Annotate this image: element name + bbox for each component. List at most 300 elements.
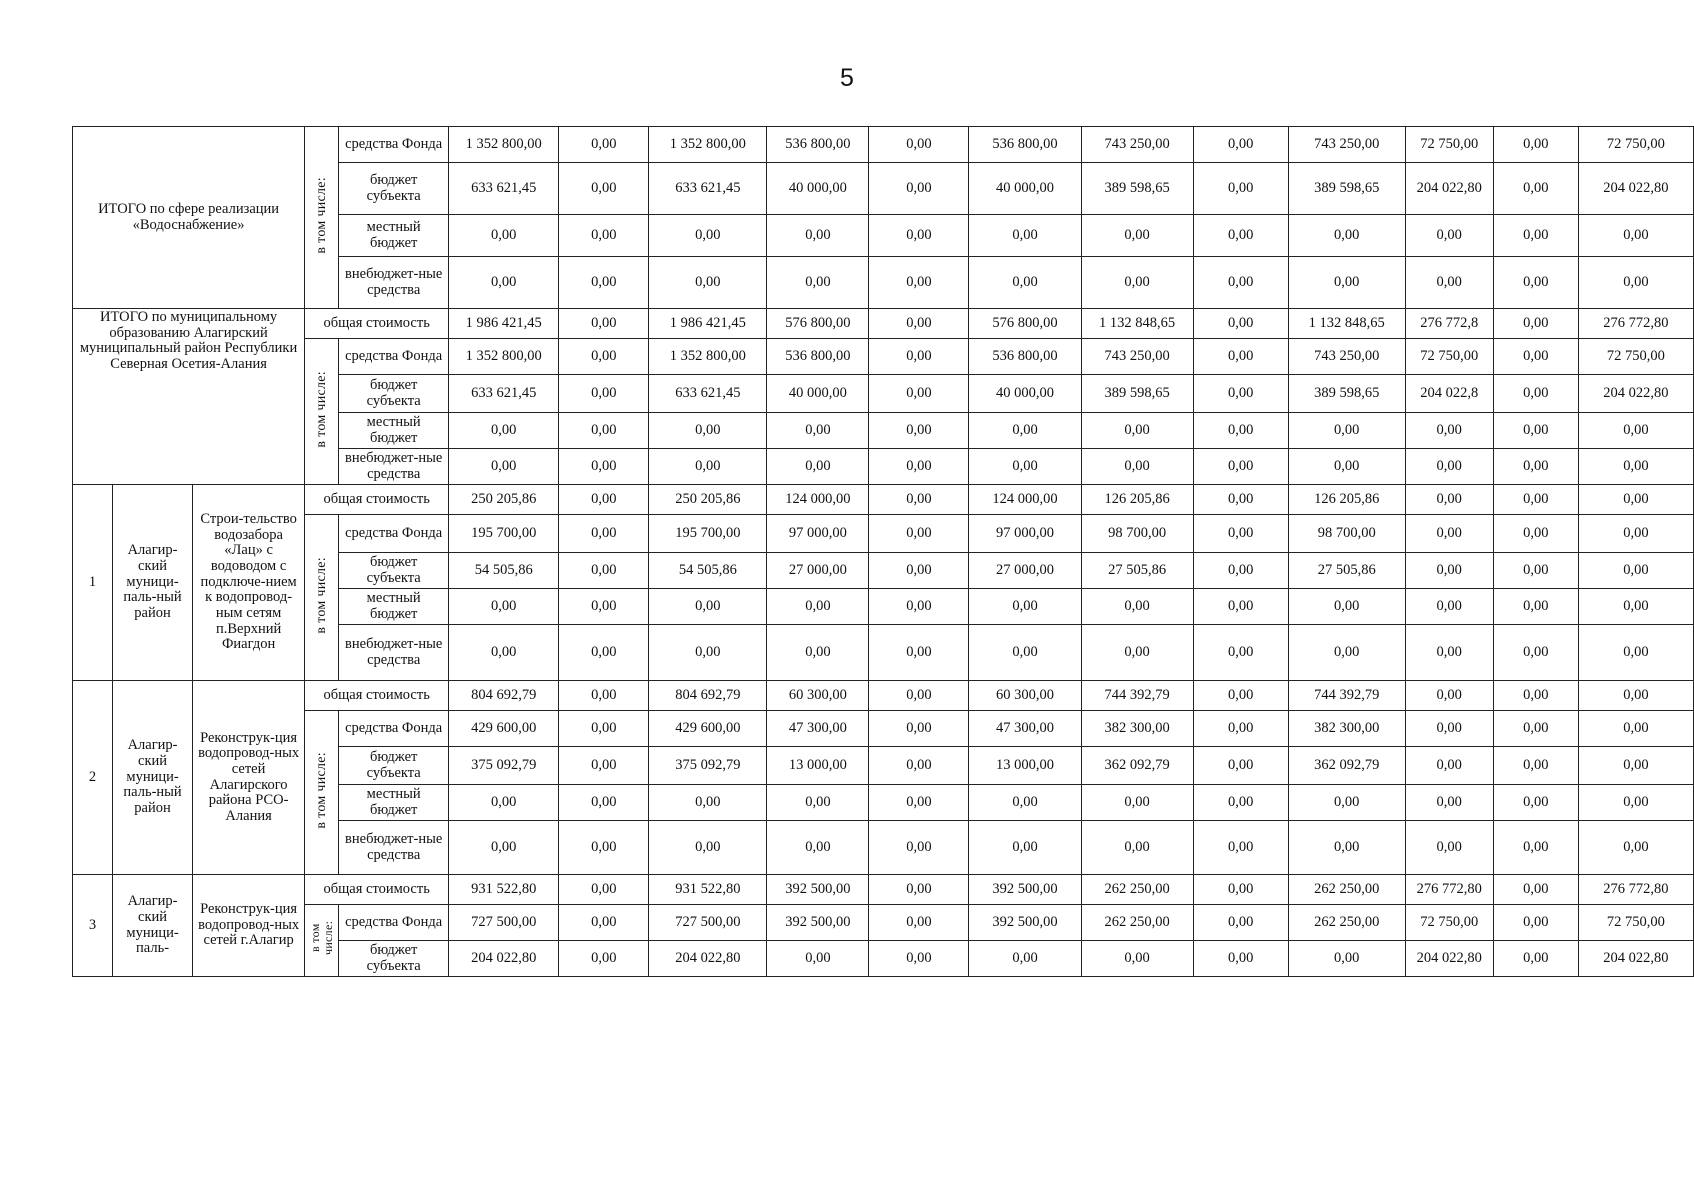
value-cell: 0,00 [1193,127,1288,163]
value-cell: 392 500,00 [767,875,869,905]
value-cell: 40 000,00 [767,375,869,413]
value-cell: 262 250,00 [1081,875,1193,905]
funding-source-label: бюджет субъекта [339,747,449,785]
value-cell: 0,00 [1405,485,1493,515]
table-row [73,875,1694,905]
value-cell: 0,00 [969,625,1081,681]
financing-table [72,126,1694,977]
value-cell: 0,00 [559,485,649,515]
value-cell: 0,00 [1081,257,1193,309]
value-cell: 0,00 [1493,589,1578,625]
value-cell: 204 022,80 [649,941,767,977]
block-title: ИТОГО по сфере реализации «Водоснабжение» [73,127,305,309]
vertical-text: в том числе: [314,176,330,254]
funding-source-label: бюджет субъекта [339,163,449,215]
value-cell: 47 300,00 [969,711,1081,747]
vertical-text: в том числе: [314,751,330,829]
value-cell: 576 800,00 [767,309,869,339]
value-cell: 389 598,65 [1081,163,1193,215]
value-cell: 362 092,79 [1081,747,1193,785]
value-cell: 0,00 [449,589,559,625]
value-cell: 0,00 [1081,413,1193,449]
value-cell: 0,00 [559,625,649,681]
value-cell: 97 000,00 [969,515,1081,553]
value-cell: 0,00 [559,711,649,747]
value-cell: 54 505,86 [449,553,559,589]
value-cell: 0,00 [767,941,869,977]
value-cell: 375 092,79 [449,747,559,785]
value-cell: 0,00 [1288,215,1405,257]
value-cell: 0,00 [1405,625,1493,681]
value-cell: 1 986 421,45 [449,309,559,339]
value-cell: 0,00 [767,625,869,681]
value-cell: 0,00 [1193,681,1288,711]
value-cell: 0,00 [1578,625,1693,681]
value-cell: 0,00 [1493,711,1578,747]
value-cell: 0,00 [1288,413,1405,449]
value-cell: 195 700,00 [449,515,559,553]
value-cell: 47 300,00 [767,711,869,747]
value-cell: 0,00 [1493,553,1578,589]
value-cell: 0,00 [1405,449,1493,485]
value-cell: 0,00 [1193,309,1288,339]
value-cell: 250 205,86 [449,485,559,515]
table-row [73,681,1694,711]
value-cell: 204 022,8 [1405,375,1493,413]
value-cell: 0,00 [969,785,1081,821]
value-cell: 0,00 [1493,625,1578,681]
value-cell: 0,00 [1193,821,1288,875]
value-cell: 0,00 [559,339,649,375]
value-cell: 576 800,00 [969,309,1081,339]
value-cell: 0,00 [1493,309,1578,339]
value-cell: 0,00 [869,515,969,553]
value-cell: 72 750,00 [1405,905,1493,941]
funding-source-label: бюджет субъекта [339,941,449,977]
value-cell: 382 300,00 [1081,711,1193,747]
value-cell: 0,00 [767,449,869,485]
value-cell: 27 505,86 [1288,553,1405,589]
value-cell: 743 250,00 [1288,127,1405,163]
value-cell: 931 522,80 [449,875,559,905]
district-name: Алагир-ский муници-паль-ный район [113,485,193,681]
value-cell: 0,00 [559,821,649,875]
value-cell: 389 598,65 [1081,375,1193,413]
funding-source-label: средства Фонда [339,339,449,375]
value-cell: 0,00 [559,309,649,339]
value-cell: 276 772,80 [1578,875,1693,905]
value-cell: 0,00 [1288,821,1405,875]
value-cell: 0,00 [1578,257,1693,309]
value-cell: 743 250,00 [1081,127,1193,163]
value-cell: 0,00 [1193,339,1288,375]
value-cell: 0,00 [1578,449,1693,485]
value-cell: 389 598,65 [1288,163,1405,215]
value-cell: 126 205,86 [1288,485,1405,515]
value-cell: 204 022,80 [1578,941,1693,977]
value-cell: 0,00 [649,625,767,681]
value-cell: 0,00 [869,553,969,589]
value-cell: 0,00 [1578,589,1693,625]
value-cell: 0,00 [1493,905,1578,941]
value-cell: 0,00 [649,215,767,257]
value-cell: 0,00 [869,941,969,977]
in-total-vertical-label [305,127,339,309]
value-cell: 0,00 [1193,449,1288,485]
value-cell: 0,00 [969,413,1081,449]
value-cell: 0,00 [1578,485,1693,515]
value-cell: 262 250,00 [1288,905,1405,941]
value-cell: 0,00 [1493,413,1578,449]
value-cell: 0,00 [1405,821,1493,875]
value-cell: 1 352 800,00 [649,339,767,375]
table-row [73,905,1694,941]
value-cell: 13 000,00 [767,747,869,785]
value-cell: 382 300,00 [1288,711,1405,747]
value-cell: 0,00 [1578,821,1693,875]
value-cell: 0,00 [969,215,1081,257]
value-cell: 0,00 [869,413,969,449]
value-cell: 72 750,00 [1578,127,1693,163]
value-cell: 0,00 [559,875,649,905]
value-cell: 0,00 [1578,553,1693,589]
value-cell: 0,00 [869,785,969,821]
value-cell: 0,00 [1081,589,1193,625]
value-cell: 0,00 [559,127,649,163]
value-cell: 429 600,00 [649,711,767,747]
value-cell: 0,00 [1493,449,1578,485]
value-cell: 804 692,79 [449,681,559,711]
value-cell: 0,00 [969,941,1081,977]
value-cell: 72 750,00 [1578,339,1693,375]
value-cell: 0,00 [1493,747,1578,785]
value-cell: 0,00 [1081,785,1193,821]
in-total-vertical-label [305,905,339,977]
value-cell: 0,00 [1493,485,1578,515]
value-cell: 0,00 [1493,785,1578,821]
value-cell: 0,00 [1081,449,1193,485]
value-cell: 0,00 [1578,413,1693,449]
value-cell: 0,00 [869,339,969,375]
funding-source-label: местный бюджет [339,215,449,257]
value-cell: 0,00 [1405,589,1493,625]
funding-source-label: внебюджет-ные средства [339,625,449,681]
value-cell: 0,00 [1081,941,1193,977]
value-cell: 389 598,65 [1288,375,1405,413]
value-cell: 0,00 [559,589,649,625]
value-cell: 195 700,00 [649,515,767,553]
block-title: ИТОГО по муниципальному образованию Алагирский муниципальный район Республики Северная Осетия-Алания [73,309,305,485]
value-cell: 0,00 [1081,215,1193,257]
value-cell: 0,00 [869,485,969,515]
value-cell: 0,00 [1405,785,1493,821]
value-cell: 0,00 [1081,821,1193,875]
value-cell: 0,00 [1405,711,1493,747]
value-cell: 0,00 [869,309,969,339]
value-cell: 40 000,00 [969,375,1081,413]
value-cell: 0,00 [1493,375,1578,413]
value-cell: 0,00 [559,163,649,215]
value-cell: 0,00 [869,711,969,747]
object-number: 3 [73,875,113,977]
value-cell: 0,00 [1493,821,1578,875]
value-cell: 124 000,00 [767,485,869,515]
value-cell: 0,00 [1578,681,1693,711]
vertical-text: в том числе: [307,921,335,956]
value-cell: 0,00 [559,449,649,485]
value-cell: 0,00 [649,589,767,625]
value-cell: 0,00 [1288,589,1405,625]
value-cell: 0,00 [1405,215,1493,257]
funding-source-label: местный бюджет [339,589,449,625]
value-cell: 744 392,79 [1288,681,1405,711]
value-cell: 0,00 [1193,589,1288,625]
value-cell: 0,00 [1193,785,1288,821]
value-cell: 0,00 [1493,163,1578,215]
value-cell: 536 800,00 [767,339,869,375]
object-name: Реконструк-ция водопровод-ных сетей г.Алагир [193,875,305,977]
value-cell: 536 800,00 [969,339,1081,375]
value-cell: 633 621,45 [649,375,767,413]
value-cell: 0,00 [869,747,969,785]
value-cell: 362 092,79 [1288,747,1405,785]
in-total-vertical-label [305,515,339,681]
value-cell: 727 500,00 [449,905,559,941]
value-cell: 0,00 [1493,215,1578,257]
value-cell: 633 621,45 [449,375,559,413]
value-cell: 0,00 [649,449,767,485]
value-cell: 0,00 [1493,257,1578,309]
value-cell: 27 000,00 [969,553,1081,589]
general-cost-label: общая стоимость [305,681,449,711]
value-cell: 0,00 [869,681,969,711]
value-cell: 0,00 [559,553,649,589]
value-cell: 126 205,86 [1081,485,1193,515]
value-cell: 0,00 [1193,941,1288,977]
value-cell: 0,00 [449,413,559,449]
value-cell: 0,00 [449,257,559,309]
value-cell: 392 500,00 [767,905,869,941]
value-cell: 0,00 [449,625,559,681]
funding-source-label: местный бюджет [339,413,449,449]
value-cell: 0,00 [559,257,649,309]
value-cell: 72 750,00 [1405,127,1493,163]
value-cell: 204 022,80 [1578,375,1693,413]
value-cell: 124 000,00 [969,485,1081,515]
table-row [73,485,1694,515]
value-cell: 98 700,00 [1288,515,1405,553]
value-cell: 0,00 [449,449,559,485]
value-cell: 0,00 [1193,905,1288,941]
value-cell: 0,00 [559,905,649,941]
value-cell: 392 500,00 [969,905,1081,941]
value-cell: 0,00 [1193,553,1288,589]
value-cell: 0,00 [1288,625,1405,681]
value-cell: 0,00 [869,625,969,681]
value-cell: 72 750,00 [1578,905,1693,941]
value-cell: 727 500,00 [649,905,767,941]
value-cell: 0,00 [1578,747,1693,785]
value-cell: 0,00 [767,785,869,821]
value-cell: 0,00 [1405,515,1493,553]
funding-source-label: местный бюджет [339,785,449,821]
value-cell: 804 692,79 [649,681,767,711]
table-row [73,339,1694,375]
value-cell: 0,00 [869,375,969,413]
value-cell: 54 505,86 [649,553,767,589]
district-name: Алагир-ский муници-паль-ный район [113,681,193,875]
value-cell: 40 000,00 [969,163,1081,215]
value-cell: 0,00 [1288,785,1405,821]
page-number: 5 [840,64,854,92]
value-cell: 0,00 [1578,215,1693,257]
value-cell: 1 132 848,65 [1288,309,1405,339]
value-cell: 13 000,00 [969,747,1081,785]
funding-source-label: бюджет субъекта [339,553,449,589]
value-cell: 0,00 [1405,413,1493,449]
value-cell: 0,00 [1288,257,1405,309]
value-cell: 0,00 [1081,625,1193,681]
in-total-vertical-label [305,711,339,875]
value-cell: 0,00 [649,785,767,821]
object-number: 1 [73,485,113,681]
value-cell: 0,00 [1288,449,1405,485]
value-cell: 0,00 [449,821,559,875]
general-cost-label: общая стоимость [305,485,449,515]
value-cell: 0,00 [869,257,969,309]
funding-source-label: внебюджет-ные средства [339,821,449,875]
value-cell: 0,00 [1405,681,1493,711]
value-cell: 0,00 [559,413,649,449]
value-cell: 0,00 [969,449,1081,485]
value-cell: 0,00 [767,413,869,449]
funding-source-label: средства Фонда [339,905,449,941]
funding-source-label: средства Фонда [339,515,449,553]
value-cell: 0,00 [1493,515,1578,553]
value-cell: 0,00 [869,875,969,905]
funding-source-label: средства Фонда [339,711,449,747]
value-cell: 97 000,00 [767,515,869,553]
value-cell: 0,00 [767,589,869,625]
funding-source-label: бюджет субъекта [339,375,449,413]
value-cell: 204 022,80 [1578,163,1693,215]
value-cell: 0,00 [869,127,969,163]
table-row [73,309,1694,339]
table-row [73,515,1694,553]
value-cell: 0,00 [1193,375,1288,413]
value-cell: 204 022,80 [1405,941,1493,977]
value-cell: 0,00 [1288,941,1405,977]
value-cell: 0,00 [559,515,649,553]
value-cell: 0,00 [1493,875,1578,905]
value-cell: 0,00 [559,681,649,711]
value-cell: 0,00 [1193,711,1288,747]
general-cost-label: общая стоимость [305,309,449,339]
value-cell: 0,00 [1493,941,1578,977]
funding-source-label: средства Фонда [339,127,449,163]
value-cell: 633 621,45 [649,163,767,215]
value-cell: 262 250,00 [1288,875,1405,905]
value-cell: 0,00 [1493,127,1578,163]
value-cell: 0,00 [969,821,1081,875]
value-cell: 0,00 [1578,515,1693,553]
value-cell: 0,00 [1193,215,1288,257]
value-cell: 1 132 848,65 [1081,309,1193,339]
value-cell: 276 772,80 [1578,309,1693,339]
value-cell: 0,00 [1193,625,1288,681]
value-cell: 375 092,79 [649,747,767,785]
value-cell: 98 700,00 [1081,515,1193,553]
value-cell: 27 000,00 [767,553,869,589]
value-cell: 931 522,80 [649,875,767,905]
value-cell: 0,00 [559,941,649,977]
value-cell: 1 352 800,00 [649,127,767,163]
value-cell: 0,00 [1405,257,1493,309]
value-cell: 0,00 [559,215,649,257]
value-cell: 0,00 [1193,257,1288,309]
value-cell: 0,00 [1578,785,1693,821]
value-cell: 276 772,80 [1405,875,1493,905]
value-cell: 536 800,00 [767,127,869,163]
table-row [73,127,1694,163]
value-cell: 0,00 [1578,711,1693,747]
value-cell: 0,00 [969,257,1081,309]
value-cell: 0,00 [969,589,1081,625]
vertical-text: в том числе: [314,556,330,634]
table-row [73,711,1694,747]
value-cell: 0,00 [767,821,869,875]
value-cell: 0,00 [559,785,649,821]
value-cell: 536 800,00 [969,127,1081,163]
value-cell: 0,00 [1405,747,1493,785]
value-cell: 0,00 [1193,413,1288,449]
object-name: Реконструк-ция водопровод-ных сетей Алагирского района РСО-Алания [193,681,305,875]
in-total-vertical-label [305,339,339,485]
value-cell: 0,00 [1493,339,1578,375]
value-cell: 204 022,80 [1405,163,1493,215]
value-cell: 0,00 [1193,163,1288,215]
funding-source-label: внебюджет-ные средства [339,257,449,309]
value-cell: 0,00 [767,215,869,257]
value-cell: 0,00 [1493,681,1578,711]
value-cell: 0,00 [649,821,767,875]
vertical-text: в том числе: [314,370,330,448]
value-cell: 27 505,86 [1081,553,1193,589]
value-cell: 0,00 [767,257,869,309]
value-cell: 250 205,86 [649,485,767,515]
value-cell: 0,00 [869,589,969,625]
object-number: 2 [73,681,113,875]
value-cell: 0,00 [869,449,969,485]
object-name: Строи-тельство водозабора «Лац» с водоводом с подключе-нием к водопровод-ным сетям п.Верхний Фиагдон [193,485,305,681]
value-cell: 0,00 [869,821,969,875]
district-name: Алагир-ский муници-паль- [113,875,193,977]
general-cost-label: общая стоимость [305,875,449,905]
value-cell: 1 986 421,45 [649,309,767,339]
value-cell: 0,00 [449,215,559,257]
value-cell: 0,00 [1193,515,1288,553]
value-cell: 60 300,00 [767,681,869,711]
value-cell: 204 022,80 [449,941,559,977]
value-cell: 0,00 [449,785,559,821]
value-cell: 1 352 800,00 [449,127,559,163]
value-cell: 40 000,00 [767,163,869,215]
value-cell: 0,00 [559,375,649,413]
value-cell: 0,00 [649,413,767,449]
value-cell: 0,00 [869,163,969,215]
value-cell: 0,00 [1193,747,1288,785]
funding-source-label: внебюджет-ные средства [339,449,449,485]
